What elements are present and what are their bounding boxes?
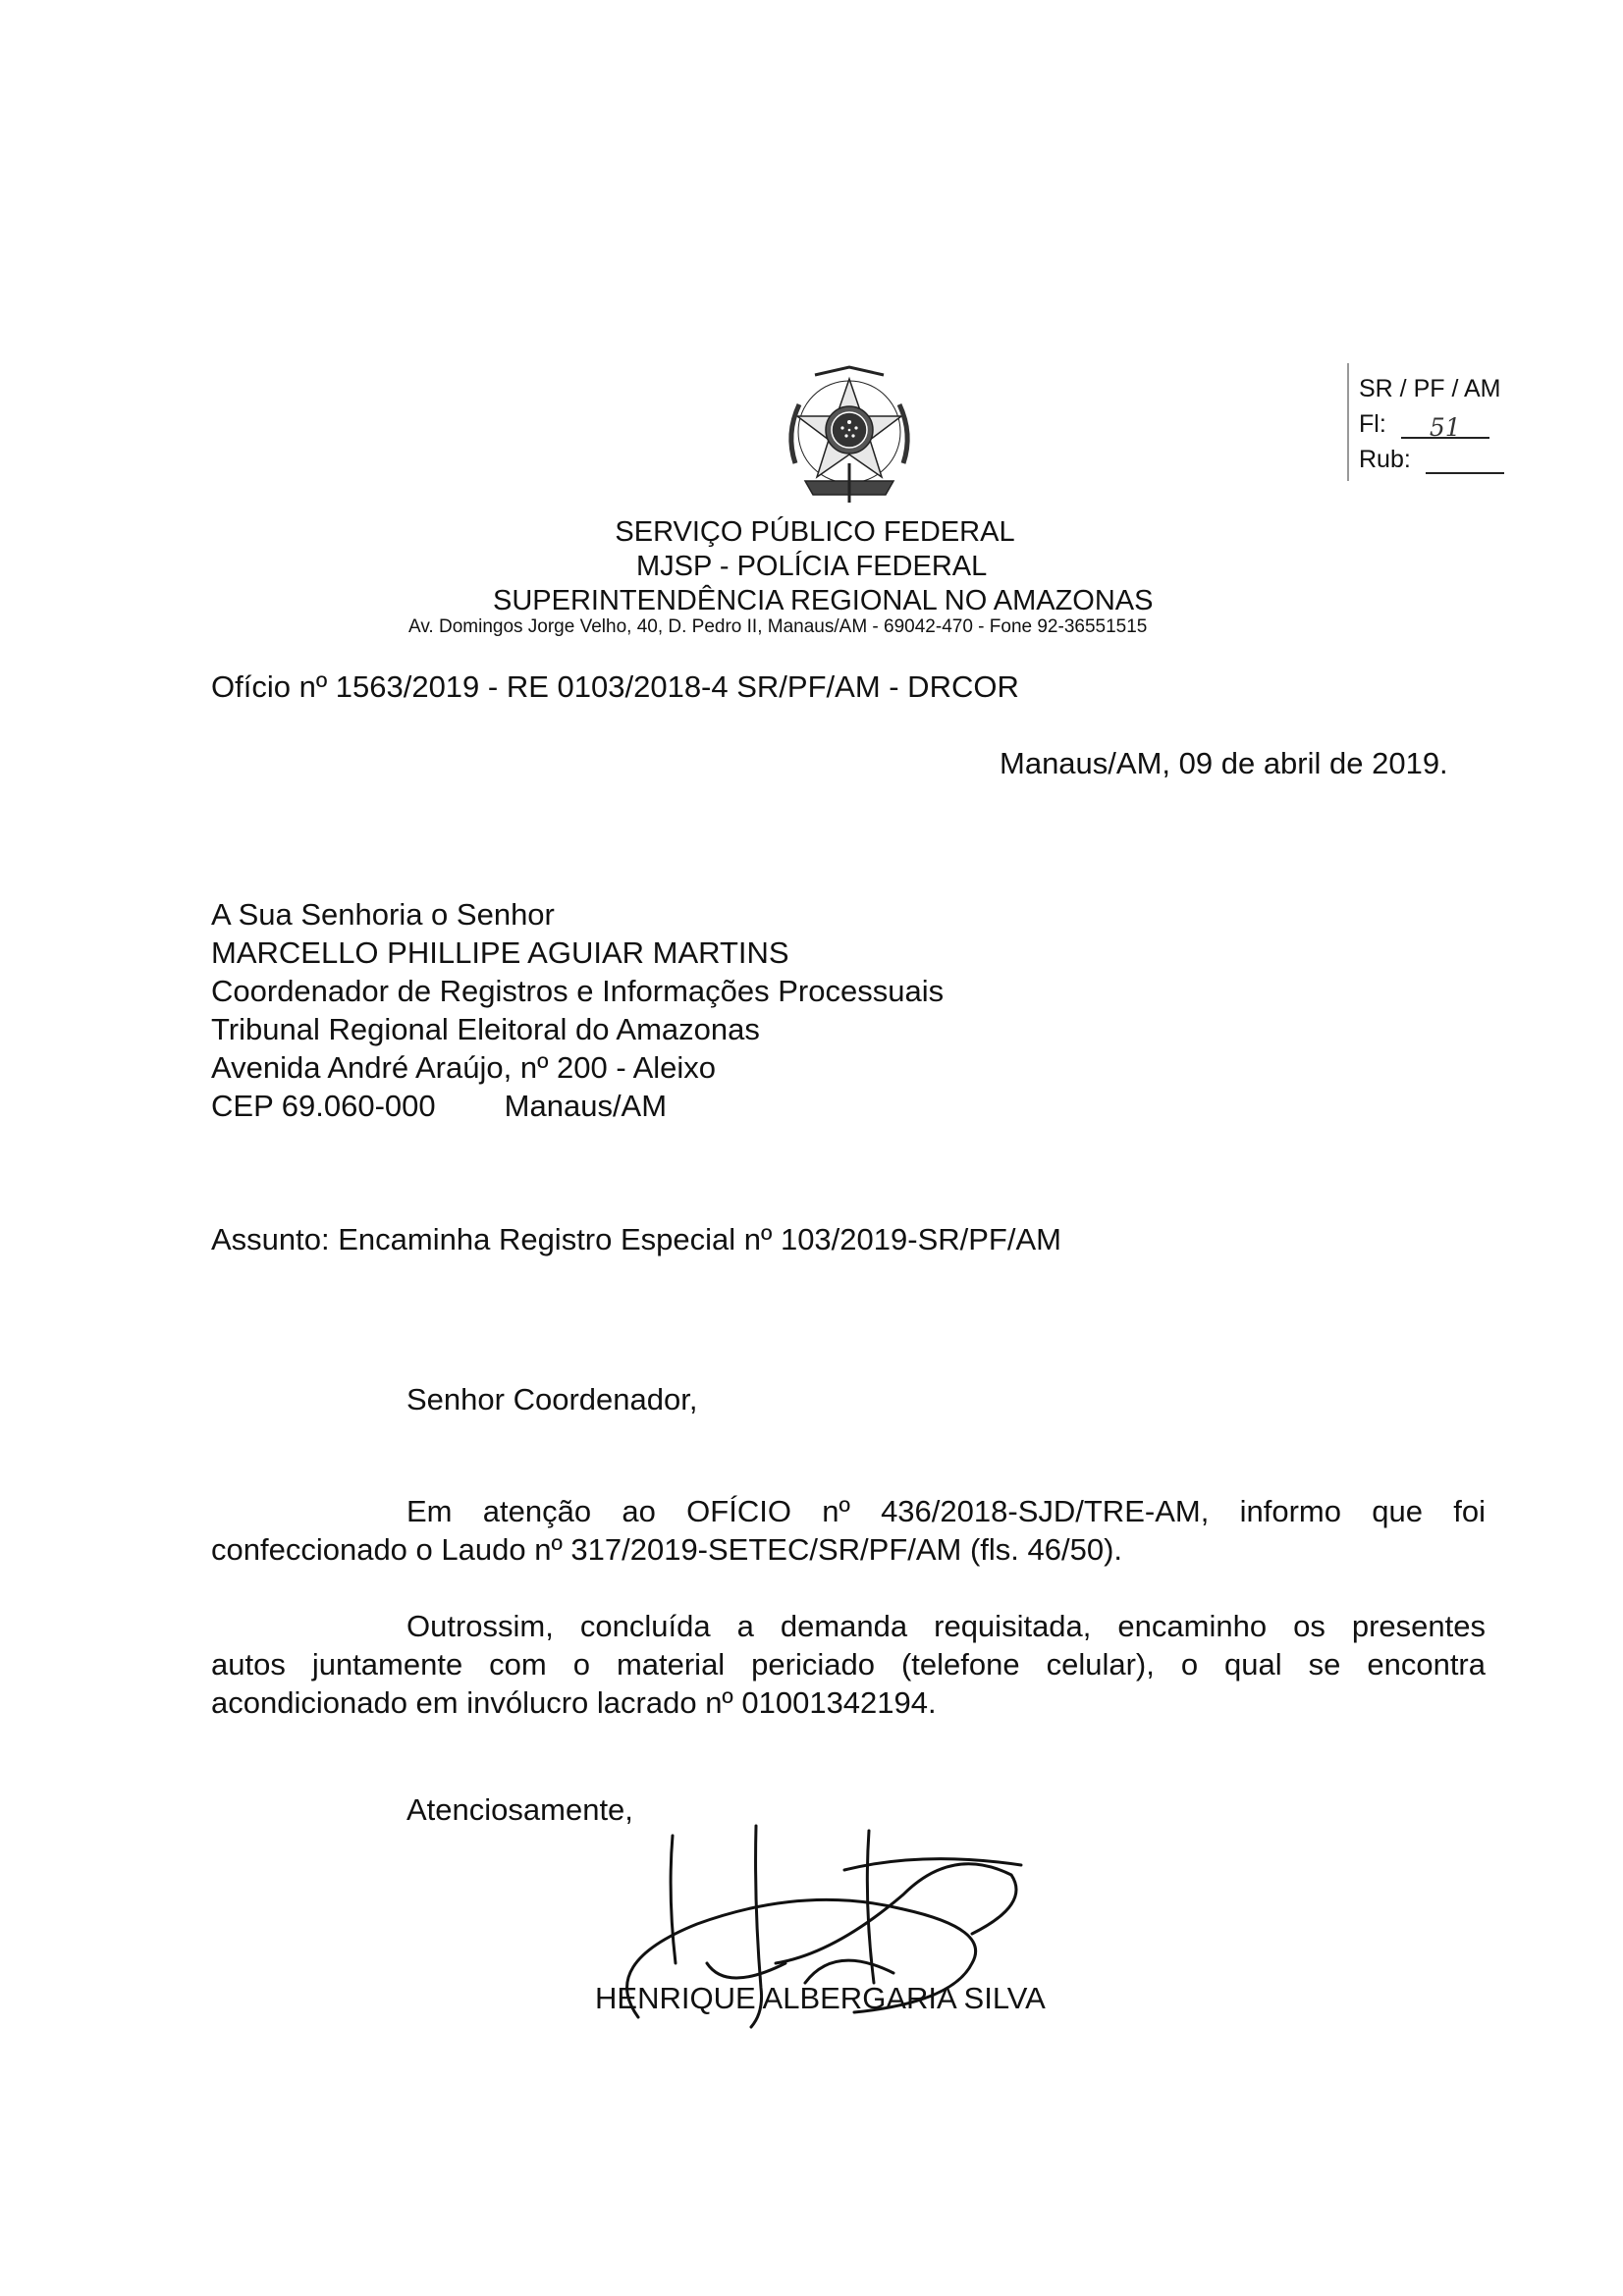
- stamp-fl-value: 51: [1401, 413, 1489, 439]
- recipient-street: Avenida André Araújo, nº 200 - Aleixo: [211, 1050, 716, 1085]
- paragraph-1-line-1: Em atenção ao OFÍCIO nº 436/2018-SJD/TRE-AM, informo que foi: [406, 1494, 1486, 1528]
- signatory-name: HENRIQUE ALBERGARIA SILVA: [595, 1981, 1046, 2015]
- header-line-3: SUPERINTENDÊNCIA REGIONAL NO AMAZONAS: [493, 585, 1154, 616]
- paragraph-2-line-1: Outrossim, concluída a demanda requisitada, encaminho os presentes: [406, 1609, 1486, 1643]
- greeting: Senhor Coordenador,: [406, 1382, 698, 1416]
- paragraph-2-line-3: acondicionado em invólucro lacrado nº 01001342194.: [211, 1685, 937, 1720]
- paragraph-1-line-2: confeccionado o Laudo nº 317/2019-SETEC/SR/PF/AM (fls. 46/50).: [211, 1532, 1123, 1567]
- stamp-rub-label: Rub:: [1359, 446, 1411, 473]
- header-address: Av. Domingos Jorge Velho, 40, D. Pedro II, Manaus/AM - 69042-470 - Fone 92-36551515: [408, 616, 1148, 637]
- stamp-unit: SR / PF / AM: [1359, 375, 1501, 402]
- recipient-salutation: A Sua Senhoria o Senhor: [211, 897, 555, 932]
- header-line-1: SERVIÇO PÚBLICO FEDERAL: [615, 516, 1015, 548]
- stamp-rub-line: [1426, 449, 1504, 474]
- recipient-name: MARCELLO PHILLIPE AGUIAR MARTINS: [211, 935, 789, 970]
- subject-line: Assunto: Encaminha Registro Especial nº 103/2019-SR/PF/AM: [211, 1222, 1061, 1256]
- recipient-organization: Tribunal Regional Eleitoral do Amazonas: [211, 1012, 760, 1046]
- stamp-fl-label: Fl:: [1359, 410, 1386, 438]
- recipient-block: [211, 895, 944, 1125]
- paragraph-2-line-2: autos juntamente com o material periciado (telefone celular), o qual se encontra: [211, 1647, 1486, 1682]
- paragraph-2: [211, 1607, 1486, 1722]
- paragraph-1: [211, 1492, 1486, 1569]
- header-line-2: MJSP - POLÍCIA FEDERAL: [636, 551, 988, 582]
- recipient-role: Coordenador de Registros e Informações Processuais: [211, 974, 945, 1008]
- coat-of-arms-icon: [776, 365, 923, 512]
- document-date: Manaus/AM, 09 de abril de 2019.: [1000, 746, 1448, 780]
- office-reference: Ofício nº 1563/2019 - RE 0103/2018-4 SR/PF/AM - DRCOR: [211, 669, 1019, 704]
- recipient-cep: CEP 69.060-000: [211, 1089, 436, 1123]
- closing: Atenciosamente,: [406, 1792, 633, 1827]
- page-stamp: [1347, 363, 1623, 481]
- recipient-city: Manaus/AM: [504, 1089, 668, 1123]
